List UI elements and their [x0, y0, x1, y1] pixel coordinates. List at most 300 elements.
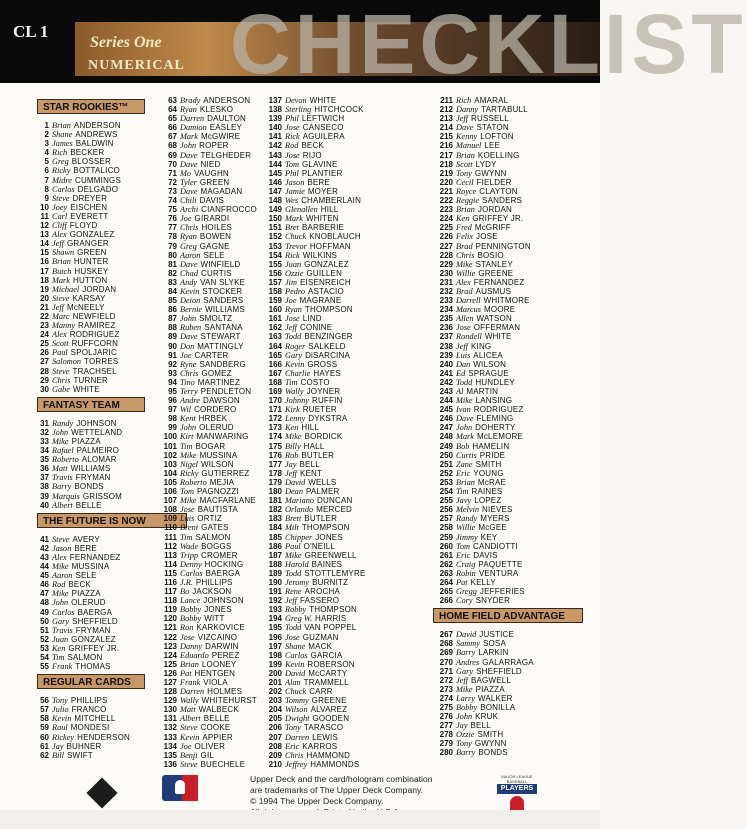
player-first-name: Jason [52, 543, 72, 553]
card-number: 235 [439, 314, 453, 324]
card-number: 53 [40, 643, 49, 653]
player-last-name: BARBERIE [301, 223, 345, 233]
card-number: 54 [40, 652, 49, 662]
checklist-row [433, 251, 583, 260]
card-number: 272 [439, 675, 453, 685]
player-first-name: Terry [180, 387, 198, 396]
player-last-name: PIAZZA [71, 437, 101, 446]
player-last-name: GRISSOM [82, 491, 122, 501]
checklist-row [433, 332, 583, 341]
player-first-name: Carlos [52, 607, 75, 617]
player-first-name: Steve [180, 723, 198, 733]
player-first-name: Robin [456, 568, 476, 578]
player-first-name: Allen [456, 314, 474, 324]
card-number: 244 [439, 396, 453, 406]
checklist-row [262, 387, 366, 396]
player-first-name: John [52, 598, 69, 608]
player-last-name: PENDLETON [200, 387, 252, 396]
player-last-name: BUECHELE [200, 759, 246, 769]
player-first-name: Dan [456, 359, 471, 369]
player-last-name: SHEFFIELD [476, 666, 522, 676]
player-last-name: BERE [307, 177, 330, 187]
card-number: 218 [439, 159, 453, 169]
card-number: 17 [40, 266, 49, 276]
card-number: 255 [439, 496, 453, 506]
checklist-row [157, 560, 257, 569]
player-first-name: Tyler [180, 177, 197, 187]
card-number: 13 [40, 230, 49, 240]
player-first-name: Joe [180, 214, 192, 224]
player-first-name: Todd [285, 623, 302, 633]
player-first-name: Roberto [52, 455, 79, 465]
player-first-name: Andres [456, 657, 480, 667]
checklist-row [433, 505, 583, 514]
card-number: 258 [439, 523, 453, 533]
card-number: 81 [168, 259, 177, 269]
player-first-name: Mike [456, 259, 473, 269]
card-number: 37 [40, 473, 49, 483]
checklist-row [262, 223, 366, 232]
player-first-name: Phil [285, 114, 299, 124]
player-first-name: Glenallen [285, 205, 318, 215]
player-first-name: Rod [52, 580, 66, 590]
player-first-name: Jason [285, 177, 305, 187]
card-number: 125 [163, 659, 177, 669]
checklist-row [157, 523, 257, 532]
card-number: 207 [268, 732, 282, 742]
player-last-name: COOKE [200, 723, 231, 733]
card-number: 110 [164, 523, 177, 533]
player-first-name: Orlando [285, 505, 314, 515]
player-first-name: Ed [456, 368, 466, 378]
card-number: 171 [268, 405, 282, 415]
card-number: 197 [268, 641, 282, 651]
checklist-row [433, 132, 583, 141]
checklist-row [433, 242, 583, 251]
checklist-row [262, 560, 366, 569]
player-last-name: SOSA [482, 639, 506, 649]
checklist-row [157, 669, 257, 678]
card-number: 212 [439, 105, 453, 115]
player-last-name: CORDERO [194, 405, 237, 415]
player-first-name: Tommy [285, 696, 309, 706]
player-last-name: MEJIA [209, 477, 235, 487]
player-last-name: JONES [204, 605, 232, 615]
player-last-name: GWYNN [474, 739, 507, 749]
player-last-name: WALBECK [198, 705, 239, 715]
player-last-name: SANDBERG [199, 359, 246, 369]
checklist-row [262, 660, 366, 669]
checklist-row [433, 287, 583, 296]
checklist-row [433, 123, 583, 132]
card-number: 16 [40, 257, 49, 267]
player-first-name: David [285, 668, 306, 678]
player-first-name: Butch [52, 266, 72, 276]
player-last-name: GONZALEZ [304, 259, 349, 269]
player-first-name: Rich [52, 148, 68, 158]
card-number: 219 [439, 168, 453, 178]
card-number: 189 [268, 568, 282, 578]
player-first-name: Ron [180, 623, 194, 633]
card-number: 251 [439, 459, 453, 469]
checklist-row [433, 587, 583, 596]
card-bottom-edge [0, 810, 600, 829]
player-first-name: Reggie [456, 196, 480, 206]
player-last-name: KLESKO [199, 105, 234, 115]
checklist-row [157, 696, 257, 705]
card-number: 126 [163, 668, 177, 678]
player-last-name: RAINES [471, 487, 503, 497]
player-last-name: EVERETT [70, 211, 109, 221]
player-last-name: DREYER [72, 193, 108, 203]
player-first-name: Darren [180, 114, 205, 124]
checklist-row [262, 160, 366, 169]
checklist-row [433, 314, 583, 323]
card-number: 250 [439, 450, 453, 460]
card-number: 99 [168, 423, 177, 433]
player-first-name: Ken [456, 214, 470, 224]
player-last-name: MAGADAN [200, 186, 243, 196]
card-number: 173 [268, 423, 282, 433]
checklist-row [157, 196, 257, 205]
checklist-row [262, 378, 366, 387]
player-first-name: Ozzie [456, 730, 475, 740]
player-last-name: MATTINGLY [197, 341, 244, 351]
player-first-name: Tom [456, 541, 470, 551]
player-first-name: Dave [456, 123, 474, 133]
checklist-row [433, 196, 583, 205]
player-last-name: EISENREICH [299, 277, 351, 287]
player-first-name: Paul [285, 541, 301, 551]
card-number: 101 [163, 441, 177, 451]
card-number: 257 [439, 514, 453, 524]
player-first-name: Zane [456, 459, 473, 469]
card-number: 276 [439, 712, 453, 722]
player-last-name: ANDERSON [73, 121, 121, 130]
player-last-name: GREENE [311, 696, 347, 706]
player-first-name: Mike [52, 562, 69, 572]
checklist-row [433, 648, 583, 657]
card-number: 245 [439, 405, 453, 415]
checklist-column-2 [157, 96, 257, 769]
checklist-row [433, 469, 583, 478]
checklist-row [157, 496, 257, 505]
card-number: 97 [168, 405, 177, 415]
card-number: 143 [268, 150, 282, 160]
player-first-name: Ryne [180, 359, 197, 369]
player-last-name: HRBEK [198, 414, 228, 424]
player-first-name: Ryan [180, 232, 197, 242]
player-first-name: Mike [52, 589, 69, 599]
card-number: 161 [268, 314, 282, 324]
player-last-name: BORDICK [304, 432, 343, 442]
card-number: 7 [44, 175, 49, 185]
player-last-name: BAINES [311, 559, 343, 569]
player-last-name: TORRES [84, 357, 119, 367]
player-last-name: HAMMONDS [310, 759, 360, 769]
player-last-name: ROPER [199, 141, 229, 151]
card-number: 153 [268, 241, 282, 251]
card-number-tag: CL 1 [13, 22, 49, 41]
checklist-row [262, 296, 366, 305]
player-first-name: Kevin [180, 286, 200, 296]
player-first-name: Javy [456, 496, 472, 506]
player-first-name: Gary [285, 350, 303, 360]
checklist-row [433, 423, 583, 432]
checklist-row [262, 214, 366, 223]
checklist-row [157, 342, 257, 351]
player-first-name: Rick [285, 132, 300, 142]
player-first-name: Dave [180, 159, 198, 169]
player-first-name: Pat [180, 668, 192, 678]
player-first-name: Jamie [285, 186, 305, 196]
card-number: 15 [40, 248, 49, 258]
player-last-name: PAQUETTE [478, 559, 523, 569]
player-first-name: David [456, 630, 477, 640]
card-number: 90 [168, 341, 177, 351]
player-last-name: CLAYTON [479, 186, 518, 196]
player-first-name: Matt [180, 705, 196, 715]
player-last-name: BECK [301, 141, 324, 151]
player-last-name: HAMMOND [306, 750, 351, 760]
card-number: 120 [163, 614, 177, 624]
player-first-name: Brian [180, 659, 199, 669]
player-first-name: Barry [52, 482, 72, 492]
player-last-name: BERE [74, 543, 97, 553]
player-first-name: Darren [180, 687, 205, 697]
player-first-name: Midre [52, 175, 72, 185]
player-last-name: BAERGA [77, 607, 113, 617]
checklist-row [262, 351, 366, 360]
checklist-row [262, 651, 366, 660]
player-first-name: Eric [456, 550, 471, 560]
player-last-name: DOHERTY [475, 423, 516, 433]
player-first-name: Kevin [285, 659, 305, 669]
player-first-name: Frank [180, 678, 201, 687]
player-first-name: Willie [456, 268, 476, 278]
players-logo-text: PLAYERS [497, 784, 537, 794]
checklist-row [262, 151, 366, 160]
player-last-name: BELLE [203, 714, 230, 724]
card-number: 96 [168, 396, 177, 406]
player-last-name: LEE [484, 141, 501, 151]
card-number: 177 [268, 459, 282, 469]
card-number: 118 [164, 596, 177, 606]
player-first-name: Juan [285, 259, 302, 269]
checklist-row [433, 151, 583, 160]
checklist-row [433, 260, 583, 269]
player-first-name: Brian [52, 121, 71, 130]
player-last-name: GRIFFEY JR. [472, 214, 524, 224]
card-number: 80 [168, 250, 177, 260]
checklist-row [262, 405, 366, 414]
card-number: 216 [439, 141, 453, 151]
card-number: 84 [168, 286, 177, 296]
player-first-name: Charlie [285, 368, 311, 378]
card-number: 91 [168, 350, 177, 360]
player-first-name: Deion [180, 296, 201, 306]
player-last-name: JACKSON [192, 587, 232, 597]
checklist-row [157, 269, 257, 278]
player-last-name: HAYES [313, 368, 341, 378]
checklist-row [433, 533, 583, 542]
checklist-row [157, 360, 257, 369]
player-first-name: Alan [285, 678, 301, 687]
card-number: 233 [439, 296, 453, 306]
checklist-row [433, 387, 583, 396]
player-first-name: Pat [456, 577, 468, 587]
players-logo-caption: MAJOR LEAGUE BASEBALL [501, 774, 533, 784]
player-last-name: HILL [301, 423, 320, 433]
player-first-name: Brady [180, 96, 201, 105]
player-last-name: VIZCAINO [197, 632, 238, 642]
player-first-name: Barry [456, 748, 476, 758]
checklist-row [157, 605, 257, 614]
player-last-name: WITT [204, 614, 225, 624]
card-number: 273 [439, 684, 453, 694]
checklist-row [157, 642, 257, 651]
checklist-row [262, 605, 366, 614]
checklist-row [157, 723, 257, 732]
player-first-name: David [285, 477, 306, 487]
card-number: 192 [268, 596, 282, 606]
player-first-name: Jeffrey [285, 759, 308, 769]
card-number: 279 [439, 739, 453, 749]
player-first-name: Jay [285, 459, 297, 469]
player-first-name: J.R. [180, 577, 193, 587]
checklist-row [157, 442, 257, 451]
checklist-row [157, 578, 257, 587]
player-last-name: SMOLTZ [199, 314, 233, 324]
player-last-name: BLOSSER [71, 157, 111, 167]
player-first-name: Jose [456, 323, 471, 333]
card-number: 163 [268, 332, 282, 342]
player-last-name: TURNER [73, 375, 108, 385]
player-last-name: DARWIN [205, 641, 239, 651]
card-number: 137 [268, 96, 282, 105]
player-last-name: PAGNOZZI [197, 487, 239, 497]
checklist-row [262, 687, 366, 696]
card-number: 33 [40, 437, 49, 446]
card-number: 265 [439, 587, 453, 597]
checklist-row [262, 705, 366, 714]
player-first-name: Chris [180, 368, 199, 378]
card-number: 270 [439, 657, 453, 667]
checklist-row [262, 505, 366, 514]
checklist-row [433, 630, 583, 639]
player-last-name: WILLIAMS [205, 305, 245, 315]
card-number: 59 [40, 723, 49, 733]
player-first-name: James [52, 139, 73, 149]
player-first-name: Bret [285, 223, 299, 233]
card-number: 66 [168, 123, 177, 133]
player-last-name: BOWEN [199, 232, 232, 242]
checklist-row [433, 578, 583, 587]
player-last-name: TARTABULL [481, 105, 528, 115]
checklist-row [433, 639, 583, 648]
checklist-row [262, 369, 366, 378]
player-last-name: BELL [299, 459, 320, 469]
player-first-name: Alex [456, 277, 471, 287]
card-number: 152 [268, 232, 282, 242]
player-last-name: CANDIOTTI [473, 541, 518, 551]
checklist-row [157, 551, 257, 560]
card-number: 62 [40, 750, 49, 760]
player-last-name: HOILES [201, 223, 232, 233]
card-number: 58 [40, 714, 49, 724]
player-last-name: GIL [200, 750, 215, 760]
checklist-row [262, 251, 366, 260]
card-number: 210 [268, 759, 282, 769]
card-number: 29 [40, 375, 49, 385]
checklist-row [433, 496, 583, 505]
player-first-name: Wes [285, 196, 299, 206]
player-last-name: JUSTICE [479, 630, 515, 640]
checklist-row [262, 414, 366, 423]
player-last-name: GATES [201, 523, 229, 533]
card-number: 232 [439, 286, 453, 296]
section-header: HOME FIELD ADVANTAGE [433, 608, 583, 623]
checklist-row [262, 278, 366, 287]
player-last-name: OLIVER [194, 741, 226, 751]
card-number: 92 [168, 359, 177, 369]
checklist-row [262, 623, 366, 632]
player-last-name: FRYMAN [75, 473, 111, 483]
card-number: 76 [168, 214, 177, 224]
player-first-name: Mariano [285, 496, 315, 506]
player-last-name: MERCED [316, 505, 352, 515]
player-last-name: FASSERO [299, 596, 340, 606]
player-last-name: GALARRAGA [482, 657, 534, 667]
card-number: 144 [268, 159, 282, 169]
card-number: 55 [40, 662, 49, 672]
player-last-name: BALDWIN [75, 139, 114, 149]
player-first-name: Kenny [456, 132, 478, 142]
player-last-name: LARKIN [478, 648, 509, 658]
checklist-row [262, 396, 366, 405]
player-first-name: Manuel [456, 141, 482, 151]
card-number: 236 [439, 323, 453, 333]
player-first-name: Jose [285, 314, 300, 324]
checklist-row [157, 660, 257, 669]
player-first-name: Jim [285, 277, 297, 287]
player-last-name: ORTIZ [197, 514, 223, 524]
card-number: 2 [44, 130, 49, 140]
checklist-row [262, 205, 366, 214]
player-last-name: SPOLJARIC [70, 348, 117, 358]
card-number: 159 [268, 296, 282, 306]
player-first-name: Bobby [456, 703, 478, 712]
player-last-name: CROMER [201, 550, 238, 560]
card-number: 21 [40, 302, 49, 312]
checklist-row [157, 314, 257, 323]
player-first-name: Dave [180, 332, 198, 342]
legal-line: Upper Deck and the card/hologram combination [250, 774, 433, 784]
player-first-name: Marc [52, 311, 70, 321]
player-first-name: Andy [180, 277, 198, 287]
player-last-name: GONZALEZ [69, 230, 115, 240]
player-first-name: Jay [52, 741, 64, 751]
checklist-row [433, 478, 583, 487]
card-number: 82 [168, 268, 177, 278]
checklist-row [262, 642, 366, 651]
player-last-name: MITCHELL [74, 714, 116, 724]
card-number: 266 [439, 596, 453, 606]
card-number: 222 [439, 196, 453, 206]
card-number: 138 [268, 105, 282, 115]
player-last-name: BOTTALICO [73, 166, 120, 176]
player-last-name: COSTO [300, 377, 330, 387]
